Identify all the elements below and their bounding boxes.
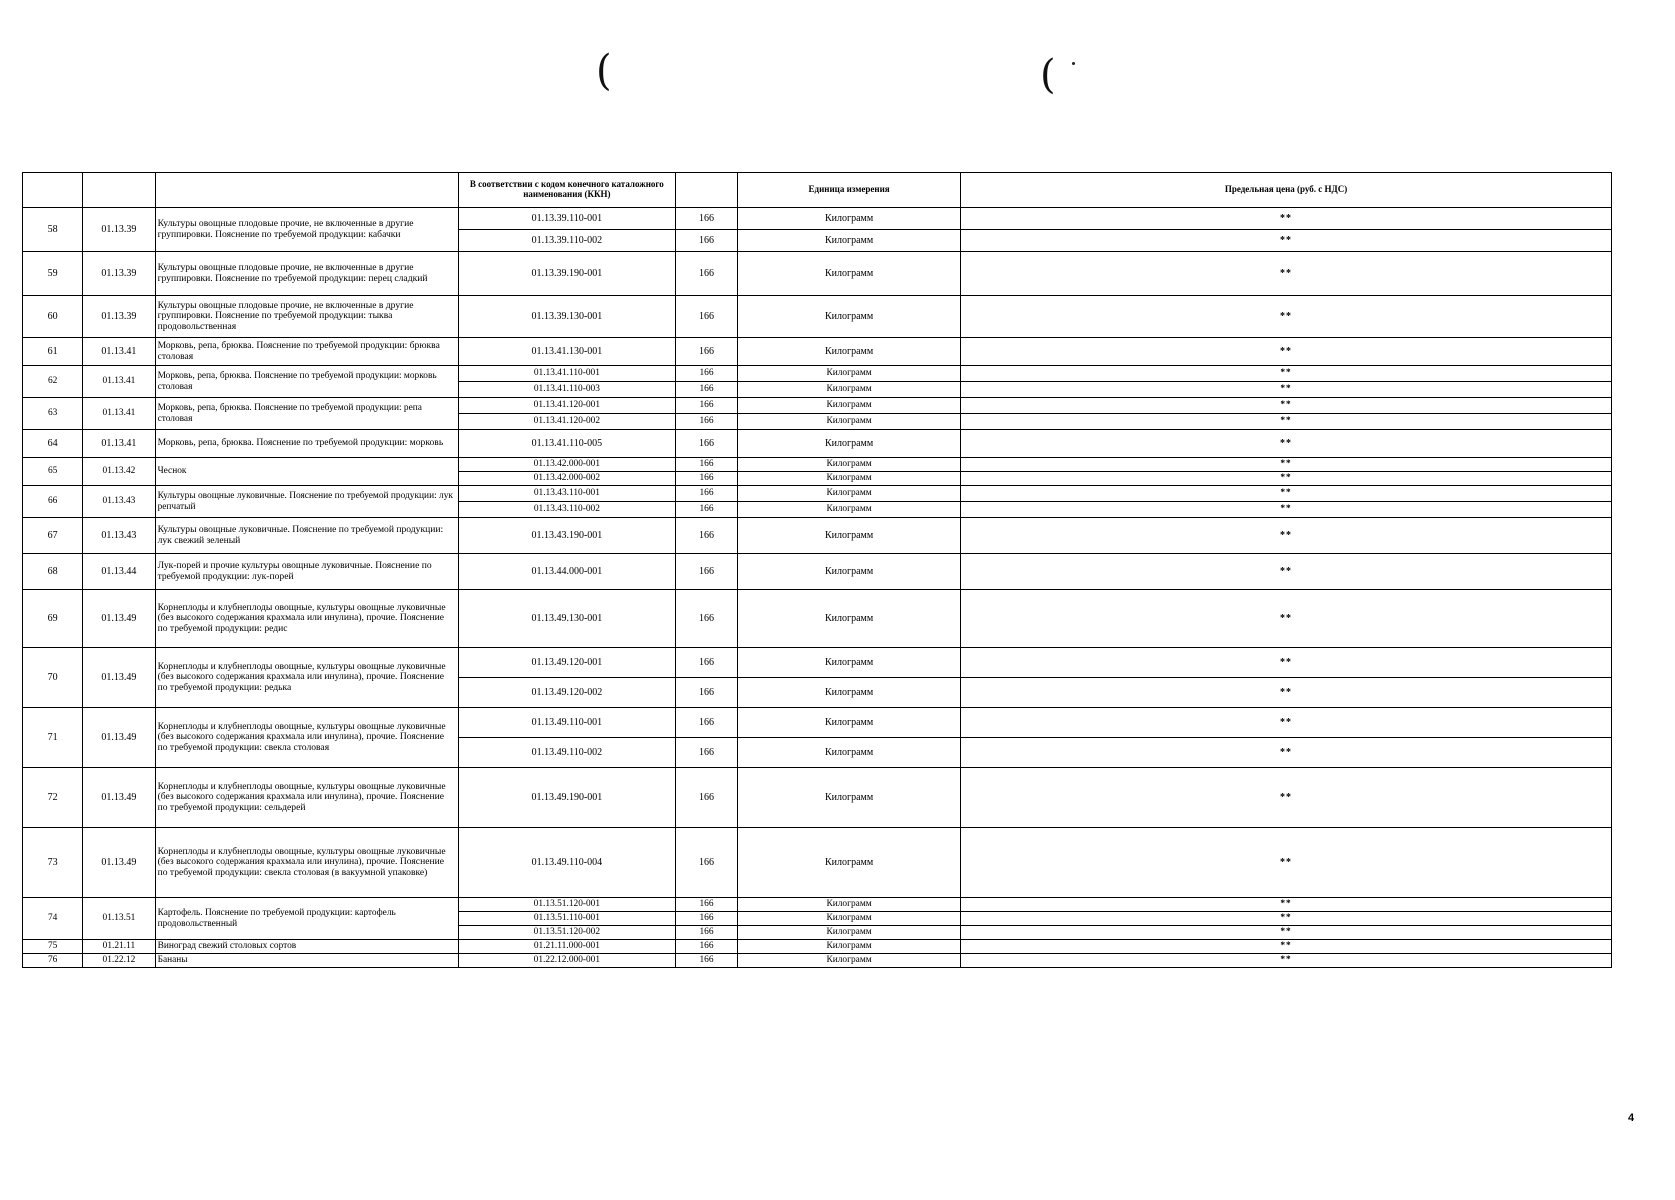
- row-number: 68: [23, 554, 83, 590]
- price-cell: **: [961, 472, 1612, 486]
- price-cell: **: [961, 398, 1612, 414]
- unit-cell: Килограмм: [738, 898, 961, 912]
- price-cell: **: [961, 366, 1612, 382]
- unit-cell: Килограмм: [738, 472, 961, 486]
- table-row: [23, 768, 1612, 828]
- price-cell: **: [961, 382, 1612, 398]
- kkn-code: 01.13.42.000-001: [458, 458, 675, 472]
- okpd-code: 01.13.39: [83, 252, 155, 296]
- okpd-code: 01.22.12: [83, 954, 155, 968]
- okpd-code: 01.13.49: [83, 648, 155, 708]
- row-number: 67: [23, 518, 83, 554]
- okei-code: 166: [675, 898, 737, 912]
- product-name: Лук-порей и прочие культуры овощные луковичные. Пояснение по требуемой продукции: лук-порей: [155, 554, 458, 590]
- row-number: 66: [23, 486, 83, 518]
- product-name: Морковь, репа, брюква. Пояснение по требуемой продукции: брюква столовая: [155, 338, 458, 366]
- product-name: Корнеплоды и клубнеплоды овощные, культуры овощные луковичные (без высокого содержания крахмала или инулина), прочие. Пояснение по требуемой продукции: редис: [155, 590, 458, 648]
- table-row: [23, 518, 1612, 554]
- price-cell: **: [961, 414, 1612, 430]
- header-price: Предельная цена (руб. с НДС): [961, 173, 1612, 208]
- kkn-code: 01.22.12.000-001: [458, 954, 675, 968]
- table-row: [23, 554, 1612, 590]
- unit-cell: Килограмм: [738, 338, 961, 366]
- product-name: Культуры овощные плодовые прочие, не включенные в другие группировки. Пояснение по требуемой продукции: перец сладкий: [155, 252, 458, 296]
- unit-cell: Килограмм: [738, 828, 961, 898]
- row-number: 74: [23, 898, 83, 940]
- scan-artifact-dot: [1072, 62, 1075, 65]
- product-name: Корнеплоды и клубнеплоды овощные, культуры овощные луковичные (без высокого содержания крахмала или инулина), прочие. Пояснение по требуемой продукции: свекла столовая: [155, 708, 458, 768]
- kkn-code: 01.13.49.120-001: [458, 648, 675, 678]
- okei-code: 166: [675, 472, 737, 486]
- price-cell: **: [961, 940, 1612, 954]
- okei-code: 166: [675, 486, 737, 502]
- okei-code: 166: [675, 828, 737, 898]
- product-name: Корнеплоды и клубнеплоды овощные, культуры овощные луковичные (без высокого содержания крахмала или инулина), прочие. Пояснение по требуемой продукции: свекла столовая (в вакуумной упаковке): [155, 828, 458, 898]
- kkn-code: 01.13.39.130-001: [458, 296, 675, 338]
- product-name: Бананы: [155, 954, 458, 968]
- unit-cell: Килограмм: [738, 366, 961, 382]
- scan-artifact-bracket: (: [1040, 52, 1056, 98]
- kkn-code: 01.13.41.110-003: [458, 382, 675, 398]
- kkn-code: 01.21.11.000-001: [458, 940, 675, 954]
- okei-code: 166: [675, 738, 737, 768]
- okpd-code: 01.13.39: [83, 208, 155, 252]
- row-number: 61: [23, 338, 83, 366]
- price-cell: **: [961, 430, 1612, 458]
- product-name: Морковь, репа, брюква. Пояснение по требуемой продукции: морковь столовая: [155, 366, 458, 398]
- okei-code: 166: [675, 678, 737, 708]
- price-cell: **: [961, 230, 1612, 252]
- table-row: [23, 590, 1612, 648]
- okpd-code: 01.13.41: [83, 398, 155, 430]
- unit-cell: Килограмм: [738, 230, 961, 252]
- row-number: 62: [23, 366, 83, 398]
- okei-code: 166: [675, 708, 737, 738]
- unit-cell: Килограмм: [738, 926, 961, 940]
- table-row: [23, 252, 1612, 296]
- unit-cell: Килограмм: [738, 738, 961, 768]
- kkn-code: 01.13.49.110-004: [458, 828, 675, 898]
- header-unit: Единица измерения: [738, 173, 961, 208]
- kkn-code: 01.13.41.110-001: [458, 366, 675, 382]
- unit-cell: Килограмм: [738, 430, 961, 458]
- kkn-code: 01.13.49.110-001: [458, 708, 675, 738]
- row-number: 64: [23, 430, 83, 458]
- price-cell: **: [961, 338, 1612, 366]
- product-name: Корнеплоды и клубнеплоды овощные, культуры овощные луковичные (без высокого содержания крахмала или инулина), прочие. Пояснение по требуемой продукции: сельдерей: [155, 768, 458, 828]
- okei-code: 166: [675, 554, 737, 590]
- kkn-code: 01.13.39.110-001: [458, 208, 675, 230]
- row-number: 71: [23, 708, 83, 768]
- kkn-code: 01.13.49.190-001: [458, 768, 675, 828]
- kkn-code: 01.13.51.120-001: [458, 898, 675, 912]
- unit-cell: Килограмм: [738, 768, 961, 828]
- row-number: 73: [23, 828, 83, 898]
- okpd-code: 01.13.39: [83, 296, 155, 338]
- page-number: 4: [1628, 1112, 1635, 1124]
- unit-cell: Килограмм: [738, 458, 961, 472]
- okei-code: 166: [675, 382, 737, 398]
- header-kkn: В соответствии с кодом конечного каталожного наименования (ККН): [458, 173, 675, 208]
- unit-cell: Килограмм: [738, 486, 961, 502]
- product-name: Культуры овощные луковичные. Пояснение по требуемой продукции: лук репчатый: [155, 486, 458, 518]
- row-number: 60: [23, 296, 83, 338]
- price-cell: **: [961, 252, 1612, 296]
- price-table: [22, 172, 1612, 968]
- okei-code: 166: [675, 414, 737, 430]
- scan-artifact-bracket: (: [596, 46, 612, 96]
- okpd-code: 01.13.44: [83, 554, 155, 590]
- table-row: [23, 458, 1612, 472]
- okei-code: 166: [675, 590, 737, 648]
- okei-code: 166: [675, 296, 737, 338]
- okpd-code: 01.21.11: [83, 940, 155, 954]
- unit-cell: Килограмм: [738, 518, 961, 554]
- kkn-code: 01.13.41.130-001: [458, 338, 675, 366]
- product-name: Культуры овощные луковичные. Пояснение по требуемой продукции: лук свежий зеленый: [155, 518, 458, 554]
- kkn-code: 01.13.39.110-002: [458, 230, 675, 252]
- kkn-code: 01.13.51.110-001: [458, 912, 675, 926]
- unit-cell: Килограмм: [738, 208, 961, 230]
- kkn-code: 01.13.41.110-005: [458, 430, 675, 458]
- product-name: Культуры овощные плодовые прочие, не включенные в другие группировки. Пояснение по требуемой продукции: тыква продовольственная: [155, 296, 458, 338]
- product-name: Картофель. Пояснение по требуемой продукции: картофель продовольственный: [155, 898, 458, 940]
- row-number: 59: [23, 252, 83, 296]
- kkn-code: 01.13.43.110-002: [458, 502, 675, 518]
- price-cell: **: [961, 590, 1612, 648]
- price-cell: **: [961, 678, 1612, 708]
- unit-cell: Килограмм: [738, 648, 961, 678]
- okpd-code: 01.13.43: [83, 518, 155, 554]
- okpd-code: 01.13.51: [83, 898, 155, 940]
- price-cell: **: [961, 208, 1612, 230]
- price-cell: **: [961, 912, 1612, 926]
- row-number: 65: [23, 458, 83, 486]
- okei-code: 166: [675, 912, 737, 926]
- okei-code: 166: [675, 518, 737, 554]
- price-cell: **: [961, 458, 1612, 472]
- price-cell: **: [961, 898, 1612, 912]
- table-row: [23, 338, 1612, 366]
- okei-code: 166: [675, 208, 737, 230]
- product-name: Корнеплоды и клубнеплоды овощные, культуры овощные луковичные (без высокого содержания крахмала или инулина), прочие. Пояснение по требуемой продукции: редька: [155, 648, 458, 708]
- okei-code: 166: [675, 940, 737, 954]
- kkn-code: 01.13.41.120-002: [458, 414, 675, 430]
- price-cell: **: [961, 502, 1612, 518]
- okei-code: 166: [675, 430, 737, 458]
- price-cell: **: [961, 648, 1612, 678]
- okei-code: 166: [675, 954, 737, 968]
- okpd-code: 01.13.41: [83, 430, 155, 458]
- table-row: [23, 648, 1612, 678]
- kkn-code: 01.13.43.110-001: [458, 486, 675, 502]
- unit-cell: Килограмм: [738, 912, 961, 926]
- product-name: Культуры овощные плодовые прочие, не включенные в другие группировки. Пояснение по требуемой продукции: кабачки: [155, 208, 458, 252]
- price-cell: **: [961, 926, 1612, 940]
- okei-code: 166: [675, 398, 737, 414]
- row-number: 63: [23, 398, 83, 430]
- okei-code: 166: [675, 926, 737, 940]
- unit-cell: Килограмм: [738, 940, 961, 954]
- kkn-code: 01.13.44.000-001: [458, 554, 675, 590]
- unit-cell: Килограмм: [738, 398, 961, 414]
- table-row: [23, 366, 1612, 382]
- okpd-code: 01.13.49: [83, 768, 155, 828]
- price-cell: **: [961, 738, 1612, 768]
- kkn-code: 01.13.49.120-002: [458, 678, 675, 708]
- kkn-code: 01.13.51.120-002: [458, 926, 675, 940]
- price-cell: **: [961, 518, 1612, 554]
- okei-code: 166: [675, 366, 737, 382]
- unit-cell: Килограмм: [738, 708, 961, 738]
- row-number: 72: [23, 768, 83, 828]
- price-cell: **: [961, 296, 1612, 338]
- table-row: [23, 954, 1612, 968]
- okei-code: 166: [675, 338, 737, 366]
- okei-code: 166: [675, 768, 737, 828]
- table-row: [23, 828, 1612, 898]
- okpd-code: 01.13.41: [83, 338, 155, 366]
- header-name: [155, 173, 458, 208]
- okpd-code: 01.13.49: [83, 708, 155, 768]
- okei-code: 166: [675, 252, 737, 296]
- kkn-code: 01.13.49.110-002: [458, 738, 675, 768]
- table-body: [23, 208, 1612, 968]
- price-cell: **: [961, 708, 1612, 738]
- row-number: 76: [23, 954, 83, 968]
- kkn-code: 01.13.42.000-002: [458, 472, 675, 486]
- header-num: [23, 173, 83, 208]
- table-row: [23, 208, 1612, 230]
- price-cell: **: [961, 486, 1612, 502]
- okpd-code: 01.13.43: [83, 486, 155, 518]
- row-number: 69: [23, 590, 83, 648]
- product-name: Морковь, репа, брюква. Пояснение по требуемой продукции: репа столовая: [155, 398, 458, 430]
- header-code: [83, 173, 155, 208]
- kkn-code: 01.13.43.190-001: [458, 518, 675, 554]
- row-number: 70: [23, 648, 83, 708]
- unit-cell: Килограмм: [738, 382, 961, 398]
- table-header-row: [23, 173, 1612, 208]
- okpd-code: 01.13.49: [83, 590, 155, 648]
- unit-cell: Килограмм: [738, 414, 961, 430]
- okei-code: 166: [675, 458, 737, 472]
- table-row: [23, 296, 1612, 338]
- unit-cell: Килограмм: [738, 502, 961, 518]
- okpd-code: 01.13.41: [83, 366, 155, 398]
- price-cell: **: [961, 828, 1612, 898]
- price-cell: **: [961, 954, 1612, 968]
- price-cell: **: [961, 554, 1612, 590]
- kkn-code: 01.13.49.130-001: [458, 590, 675, 648]
- unit-cell: Килограмм: [738, 590, 961, 648]
- table-row: [23, 940, 1612, 954]
- okei-code: 166: [675, 230, 737, 252]
- okpd-code: 01.13.49: [83, 828, 155, 898]
- unit-cell: Килограмм: [738, 554, 961, 590]
- kkn-code: 01.13.41.120-001: [458, 398, 675, 414]
- table-row: [23, 486, 1612, 502]
- unit-cell: Килограмм: [738, 296, 961, 338]
- product-name: Морковь, репа, брюква. Пояснение по требуемой продукции: морковь: [155, 430, 458, 458]
- table-row: [23, 898, 1612, 912]
- unit-cell: Килограмм: [738, 678, 961, 708]
- okpd-code: 01.13.42: [83, 458, 155, 486]
- okei-code: 166: [675, 648, 737, 678]
- product-name: Чеснок: [155, 458, 458, 486]
- okei-code: 166: [675, 502, 737, 518]
- kkn-code: 01.13.39.190-001: [458, 252, 675, 296]
- price-cell: **: [961, 768, 1612, 828]
- table-row: [23, 398, 1612, 414]
- unit-cell: Килограмм: [738, 954, 961, 968]
- table-row: [23, 430, 1612, 458]
- row-number: 58: [23, 208, 83, 252]
- row-number: 75: [23, 940, 83, 954]
- unit-cell: Килограмм: [738, 252, 961, 296]
- header-okei: [675, 173, 737, 208]
- table-row: [23, 708, 1612, 738]
- product-name: Виноград свежий столовых сортов: [155, 940, 458, 954]
